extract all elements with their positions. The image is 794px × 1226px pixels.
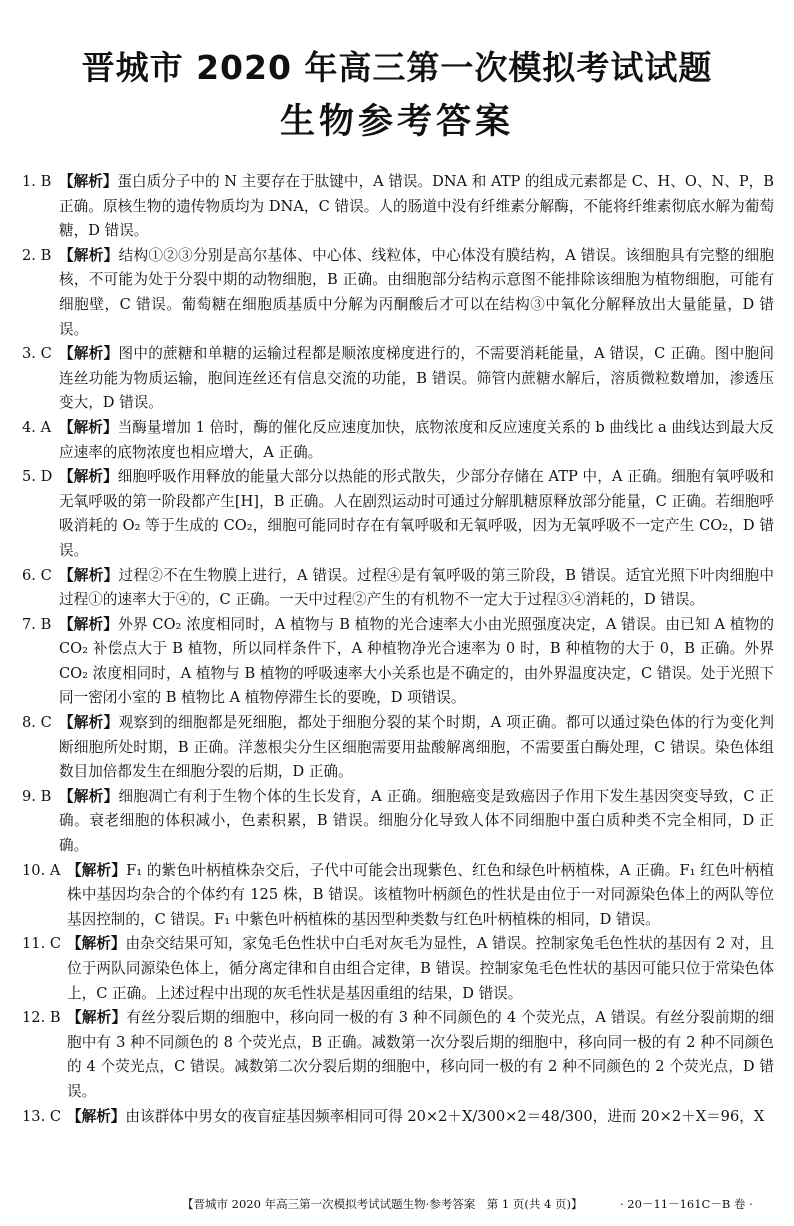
analysis-text: 结构①②③分别是高尔基体、中心体、线粒体，中心体没有膜结构，A 错误。该细胞具有完整的细胞核，不可能为处于分裂中期的动物细胞，B 正确。由细胞部分结构示意图不能排除该细胞为植物细胞，可能有细胞壁，C 错误。葡萄糖在细胞质基质中分解为丙酮酸后才可以在结构③中氧化分解释放出大量能量，D 错误。 [59,246,774,338]
answer-item [22,170,774,244]
answer-list [22,170,774,1129]
analysis-tag: 【解析】 [59,418,118,436]
analysis-tag: 【解析】 [59,468,118,486]
page-subtitle: 生物参考答案 [279,102,514,142]
answer-item [22,1006,774,1104]
analysis-text: 细胞凋亡有利于生物个体的生长发育，A 正确。细胞癌变是致癌因子作用下发生基因突变导致，C 正确。衰老细胞的体积减小，色素积累，B 错误。细胞分化导致人体不同细胞中蛋白质种类不完全相同，D 正确。 [59,787,774,855]
answer-item [22,613,774,711]
answer-item [22,564,774,613]
answer-item [22,1105,774,1130]
answer-item [22,711,774,785]
analysis-text: 有丝分裂后期的细胞中，移向同一极的有 3 种不同颜色的 4 个荧光点，A 错误。有丝分裂前期的细胞中有 3 种不同颜色的 8 个荧光点，B 正确。减数第一次分裂后期的细胞中，移向同一极的有 2 种不同颜色的 4 个荧光点，C 错误。减数第二次分裂后期的细胞中，移向同一极的有 2 种不同颜色的 2 个荧光点，D 错误。 [67,1009,774,1100]
answer-number: 7. B [22,615,52,633]
answer-item [22,244,774,342]
answer-number: 5. D [22,468,53,486]
analysis-text: 图中的蔗糖和单糖的运输过程都是顺浓度梯度进行的，不需要消耗能量，A 错误，C 正确。图中胞间连丝功能为物质运输，胞间连丝还有信息交流的功能，B 错误。筛管内蔗糖水解后，溶质微粒数增加，渗透压变大，D 错误。 [59,345,774,412]
footer-left-text: 【晋城市 2020 年高三第一次模拟考试试题生物·参考答案 第 1 页(共 4 页)】 [182,1197,583,1211]
analysis-tag: 【解析】 [67,1009,127,1027]
answer-item [22,416,774,465]
analysis-text: 细胞呼吸作用释放的能量大部分以热能的形式散失，少部分存储在 ATP 中，A 正确。细胞有氧呼吸和无氧呼吸的第一阶段都产生[H]，B 正确。人在剧烈运动时可通过分解肌糖原释放部分能量，C 正确。若细胞呼吸消耗的 O₂ 等于生成的 CO₂，细胞可能同时存在有氧呼吸和无氧呼吸，因为无氧呼吸不一定产生 CO₂，D 错误。 [59,468,774,559]
answer-number: 11. C [22,935,62,953]
answer-item [22,785,774,859]
answer-number: 9. B [22,787,52,805]
analysis-text: 观察到的细胞都是死细胞，都处于细胞分裂的某个时期，A 项正确。都可以通过染色体的行为变化判断细胞所处时期，B 正确。洋葱根尖分生区细胞需要用盐酸解离细胞，不需要蛋白酶处理，C 错误。染色体组数目加倍都发生在细胞分裂的后期，D 正确。 [59,714,774,781]
answer-number: 4. A [22,418,52,436]
analysis-tag: 【解析】 [67,861,127,879]
analysis-tag: 【解析】 [59,173,118,190]
footer-right-text: · 20－11－161C－B 卷 · [620,1197,753,1211]
answer-number: 6. C [22,566,52,584]
analysis-tag: 【解析】 [67,1107,126,1125]
analysis-text: 外界 CO₂ 浓度相同时，A 植物与 B 植物的光合速率大小由光照强度决定，A 错误。由已知 A 植物的 CO₂ 补偿点大于 B 植物，所以同样条件下，A 种植物净光合速率为 0 时，B 种植物的大于 0，B 正确。外界 CO₂ 浓度相同时，A 植物与 B 植物的呼吸速率大小关系也是不确定的，由外界温度决定，C 错误。处于光照下同一密闭小室的 B 植物比 A 植物停滞生长的要晚，D 项错误。 [59,615,774,707]
analysis-text: 当酶量增加 1 倍时，酶的催化反应速度加快，底物浓度和反应速度关系的 b 曲线比 a 曲线达到最大反应速率的底物浓度也相应增大，A 正确。 [59,418,774,461]
analysis-tag: 【解析】 [59,787,119,805]
answer-number: 12. B [22,1009,61,1027]
answer-number: 2. B [22,246,52,264]
answer-number: 3. C [22,345,52,363]
analysis-text: 蛋白质分子中的 N 主要存在于肽键中，A 错误。DNA 和 ATP 的组成元素都是 C、H、O、N、P，B 正确。原核生物的遗传物质均为 DNA，C 错误。人的肠道中没有纤维素分解酶，不能将纤维素彻底水解为葡萄糖，D 错误。 [59,173,774,240]
analysis-tag: 【解析】 [59,714,119,732]
page-title: 晋城市 2020 年高三第一次模拟考试试题 [81,48,713,87]
answer-number: 13. C [22,1107,62,1125]
analysis-tag: 【解析】 [59,246,119,264]
answer-item [22,932,774,1006]
analysis-text: 由杂交结果可知，家兔毛色性状中白毛对灰毛为显性，A 错误。控制家兔毛色性状的基因有 2 对，且位于两队同源染色体上，循分离定律和自由组合定律，B 错误。控制家兔毛色性状的基因可能只位于常染色体上，C 正确。上述过程中出现的灰毛性状是基因重组的结果，D 错误。 [67,935,774,1002]
answer-item [22,465,774,563]
answer-number: 1. B [22,173,52,190]
analysis-tag: 【解析】 [59,566,119,584]
answer-number: 8. C [22,714,52,732]
answer-number: 10. A [22,861,61,879]
analysis-tag: 【解析】 [67,935,126,953]
analysis-text: 过程②不在生物膜上进行，A 错误。过程④是有氧呼吸的第三阶段，B 错误。适宜光照下叶肉细胞中过程①的速率大于④的，C 正确。一天中过程②产生的有机物不一定大于过程③④消耗的，D 错误。 [59,566,774,609]
analysis-text: 由该群体中男女的夜盲症基因频率相同可得 20×2＋X/300×2＝48/300，进而 20×2＋X＝96，X [125,1107,765,1125]
answer-item [22,342,774,416]
analysis-tag: 【解析】 [59,615,119,633]
analysis-text: F₁ 的紫色叶柄植株杂交后，子代中可能会出现紫色、红色和绿色叶柄植株，A 正确。F₁ 红色叶柄植株中基因均杂合的个体约有 125 株，B 错误。该植物叶柄颜色的性状是由位于一对同源染色体上的两队等位基因控制的，C 错误。F₁ 中紫色叶柄植株的基因型种类数与红色叶柄植株的相同，D 错误。 [67,861,774,928]
answer-item [22,859,774,933]
analysis-tag: 【解析】 [59,345,119,363]
